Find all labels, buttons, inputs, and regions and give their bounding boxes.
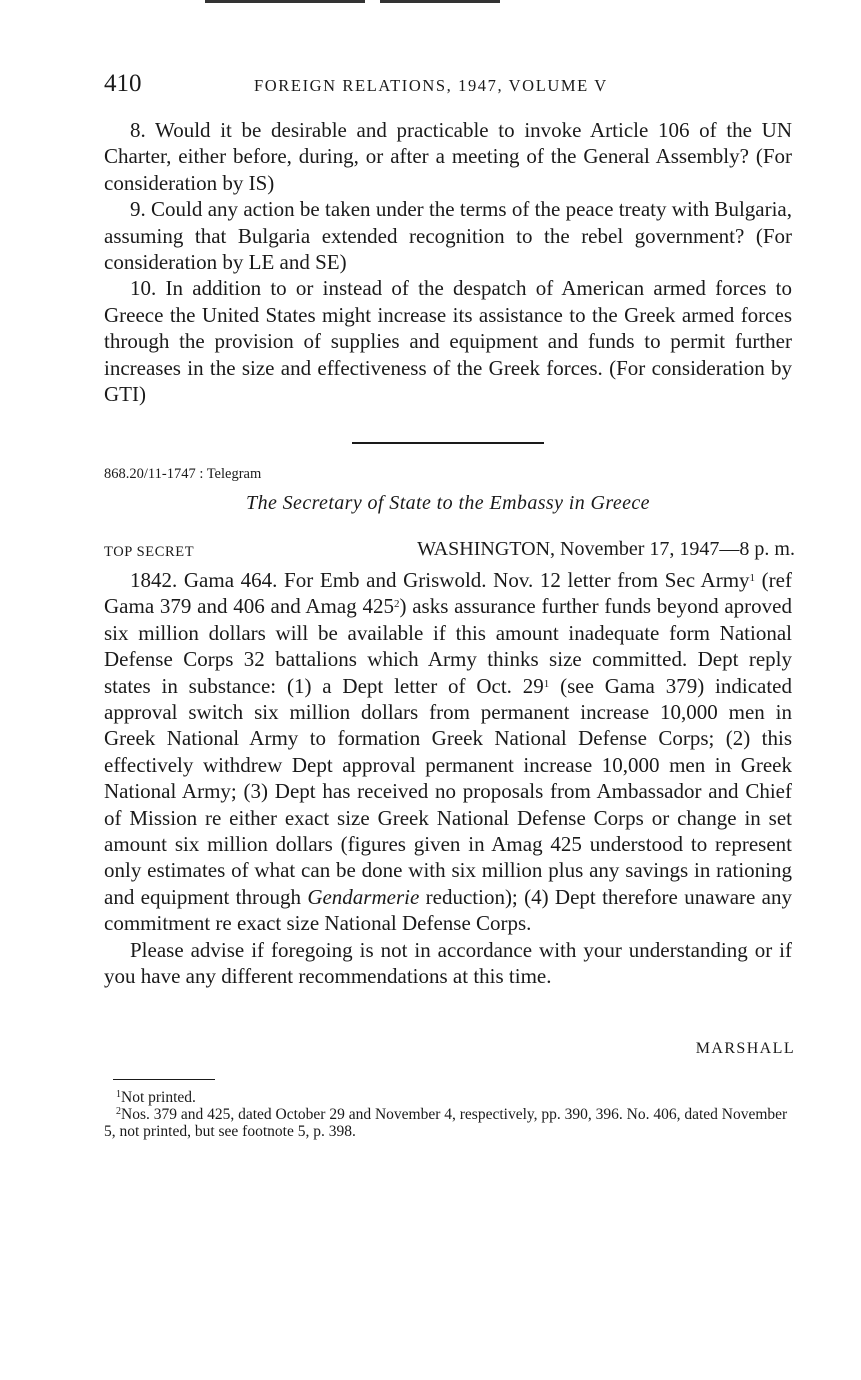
running-head: FOREIGN RELATIONS, 1947, VOLUME V bbox=[254, 76, 608, 95]
dateline: WASHINGTON, November 17, 1947—8 p. m. bbox=[417, 538, 795, 560]
footnote-marker: 2 bbox=[116, 1106, 121, 1117]
text-segment: (ref Gama 379 and 406 and Amag 425 bbox=[104, 568, 792, 619]
text-segment: (see Gama 379) indicated approval switch six million dollars from permanent increase 10,000 men in Greek National Army to formation Greek National Defense Corps; (2) this effectively withdrew Dept approval permanent increase 10,000 men in Greek National Army; (3) Dept has received no proposals from Ambassador and Chief of Mission re either exact size Greek National Defense Corps or change in set amount six million dollars (figures given in Amag 425 understood to represent only estimates of what can be done with six million plus any savings in rationing and equipment through bbox=[104, 673, 792, 909]
telegram-body bbox=[104, 567, 792, 990]
section-divider bbox=[352, 442, 544, 444]
footnote-1 bbox=[104, 1089, 794, 1106]
footnote-marker: 1 bbox=[116, 1089, 121, 1100]
text-segment: ) asks assurance further funds beyond aproved six million dollars will be available if this amount inadequate form National Defense Corps 32 battalions which Army thinks size committed. Dept reply states in substance: (1) a Dept letter of Oct. 29 bbox=[104, 594, 792, 698]
footnote-ref: 1 bbox=[749, 572, 756, 584]
footnote-text: Nos. 379 and 425, dated October 29 and November 4, respectively, pp. 390, 396. No. 406, dated November 5, not printed, but see footnote 5, p. 398. bbox=[104, 1106, 788, 1140]
item-10: 10. In addition to or instead of the despatch of American armed forces to Greece the United States might increase its assistance to the Greek armed forces through the provision of supplies and equipment and funds to permit further increases in the size and effectiveness of the Greek forces. (For consideration by GTI) bbox=[104, 276, 792, 407]
footnotes bbox=[104, 1089, 794, 1140]
footnote-ref: 1 bbox=[543, 677, 550, 690]
page-number: 410 bbox=[104, 70, 142, 97]
file-reference: 868.20/11-1747 : Telegram bbox=[104, 466, 262, 482]
italic-term: Gendarmerie bbox=[307, 884, 420, 909]
scan-edge-mark bbox=[380, 0, 500, 3]
telegram-paragraph-2: Please advise if foregoing is not in accordance with your understanding or if you have any different recommendations at this time. bbox=[104, 937, 792, 989]
footnote-2 bbox=[104, 1106, 794, 1140]
footnote-rule bbox=[113, 1079, 215, 1080]
text-segment: reduction); (4) Dept therefore unaware any commitment re exact size National Defense Corps. bbox=[104, 884, 792, 936]
item-8: 8. Would it be desirable and practicable to invoke Article 106 of the UN Charter, either before, during, or after a meeting of the General Assembly? (For consideration by IS) bbox=[104, 118, 792, 195]
footnote-ref: 2 bbox=[393, 598, 400, 611]
item-9: 9. Could any action be taken under the terms of the peace treaty with Bulgaria, assuming that Bulgaria extended recognition to the rebel government? (For consideration by LE and SE) bbox=[104, 197, 792, 275]
telegram-paragraph-1 bbox=[104, 567, 792, 937]
footnote-text: Not printed. bbox=[121, 1089, 196, 1106]
page-header bbox=[104, 70, 794, 104]
document-title: The Secretary of State to the Embassy in Greece bbox=[246, 492, 650, 514]
scan-edge-mark bbox=[205, 0, 365, 3]
numbered-items bbox=[104, 117, 792, 407]
classification-label: TOP SECRET bbox=[104, 544, 195, 560]
text-segment: 1842. Gama 464. For Emb and Griswold. Nov. 12 letter from Sec Army bbox=[130, 568, 750, 592]
signature: MARSHALL bbox=[695, 1040, 795, 1057]
